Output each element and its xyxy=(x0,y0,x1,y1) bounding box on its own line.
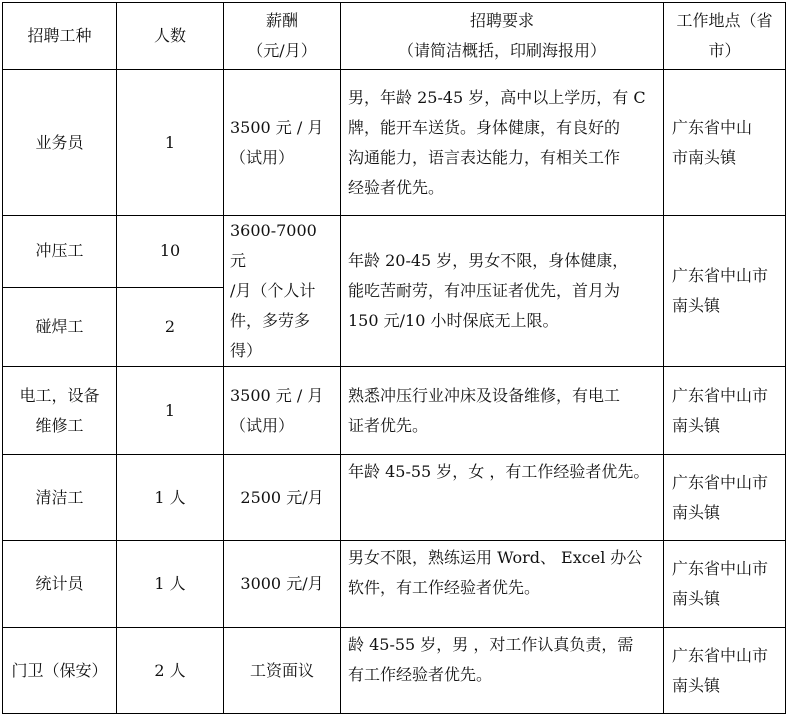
table-header-row xyxy=(3,3,786,70)
job-cell: 电工，设备 维修工 xyxy=(3,367,117,455)
salary-cell: 3500 元 / 月 （试用） xyxy=(224,70,341,216)
count-cell: 2 人 xyxy=(117,628,224,714)
count-cell: 1 xyxy=(117,70,224,216)
header-location: 工作地点（省 市） xyxy=(664,3,786,70)
header-salary: 薪酬 （元/月） xyxy=(224,3,341,70)
header-requirements: 招聘要求 （请简洁概括，印刷海报用） xyxy=(341,3,664,70)
salary-cell: 工资面议 xyxy=(224,628,341,714)
salary-cell: 2500 元/月 xyxy=(224,455,341,541)
job-cell: 统计员 xyxy=(3,541,117,628)
location-cell: 广东省中山市 南头镇 xyxy=(664,455,786,541)
count-cell: 1 人 xyxy=(117,455,224,541)
table-row xyxy=(3,541,786,628)
requirements-cell: 年龄 20-45 岁，男女不限，身体健康， 能吃苦耐劳，有冲压证者优先，首月为 150 元/10 小时保底无上限。 xyxy=(341,216,664,367)
salary-cell: 3000 元/月 xyxy=(224,541,341,628)
count-cell: 10 xyxy=(117,216,224,288)
job-cell: 门卫（保安） xyxy=(3,628,117,714)
location-cell: 广东省中山市 南头镇 xyxy=(664,367,786,455)
recruitment-table xyxy=(2,2,786,714)
header-job: 招聘工种 xyxy=(3,3,117,70)
requirements-cell: 龄 45-55 岁，男 ，对工作认真负责，需 有工作经验者优先。 xyxy=(341,628,664,714)
table-row xyxy=(3,455,786,541)
job-cell: 碰焊工 xyxy=(3,287,117,366)
location-cell: 广东省中山 市南头镇 xyxy=(664,70,786,216)
job-cell: 冲压工 xyxy=(3,216,117,288)
table-row xyxy=(3,628,786,714)
table-row xyxy=(3,70,786,216)
count-cell: 1 人 xyxy=(117,541,224,628)
requirements-cell: 年龄 45-55 岁，女 ，有工作经验者优先。 xyxy=(341,455,664,541)
header-count: 人数 xyxy=(117,3,224,70)
requirements-cell: 男女不限，熟练运用 Word、 Excel 办公 软件，有工作经验者优先。 xyxy=(341,541,664,628)
table-row xyxy=(3,367,786,455)
job-cell: 业务员 xyxy=(3,70,117,216)
location-cell: 广东省中山市 南头镇 xyxy=(664,628,786,714)
salary-cell: 3500 元 / 月 （试用） xyxy=(224,367,341,455)
location-cell: 广东省中山市 南头镇 xyxy=(664,216,786,367)
requirements-cell: 男，年龄 25-45 岁，高中以上学历，有 C 牌，能开车送货。身体健康，有良好的 沟通能力，语言表达能力，有相关工作 经验者优先。 xyxy=(341,70,664,216)
location-cell: 广东省中山市 南头镇 xyxy=(664,541,786,628)
requirements-cell: 熟悉冲压行业冲床及设备维修，有电工 证者优先。 xyxy=(341,367,664,455)
count-cell: 2 xyxy=(117,287,224,366)
salary-cell: 3600-7000 元 /月（个人计 件，多劳多 得） xyxy=(224,216,341,367)
table-row xyxy=(3,216,786,288)
job-cell: 清洁工 xyxy=(3,455,117,541)
count-cell: 1 xyxy=(117,367,224,455)
